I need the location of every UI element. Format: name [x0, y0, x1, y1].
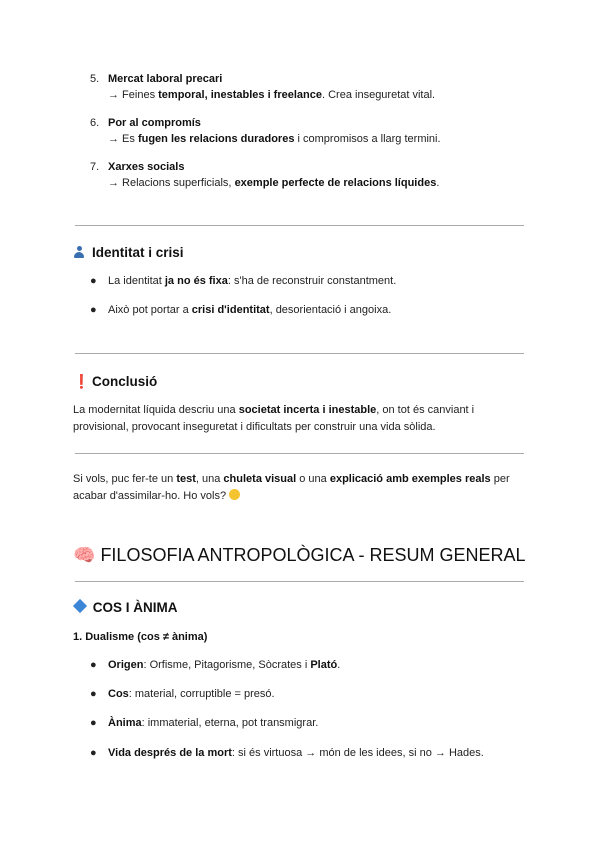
- bullet-icon: ●: [90, 717, 97, 729]
- bullet-text: [108, 274, 396, 289]
- bold-text: fugen les relacions duradores: [137, 133, 295, 145]
- text-run: → Es: [108, 133, 138, 145]
- text-run: : s'ha de reconstruir constantment.: [227, 275, 397, 287]
- bullet-text: [108, 658, 340, 673]
- item-number: 7.: [90, 161, 100, 173]
- item-number: 5.: [90, 73, 100, 85]
- text-run: , desorientació i angoixa.: [269, 304, 392, 316]
- bold-text: Plató: [310, 659, 338, 671]
- bullet-text: [108, 746, 484, 761]
- offer-paragraph: [73, 471, 528, 505]
- item-description: [108, 132, 441, 147]
- text-run: o una: [296, 473, 330, 485]
- divider: [75, 353, 524, 354]
- heading-text: Conclusió: [92, 374, 158, 389]
- text-run: La identitat: [108, 275, 165, 287]
- bold-text: Vida després de la mort: [108, 747, 232, 759]
- bold-text: temporal, inestables i freelance: [158, 89, 322, 101]
- brain-icon: 🧠: [73, 545, 96, 565]
- item-number: 6.: [90, 117, 100, 129]
- conclusion-paragraph: [73, 402, 528, 436]
- title-text: FILOSOFIA ANTROPOLÒGICA - RESUM GENERAL: [100, 545, 526, 565]
- heading-text: Identitat i crisi: [92, 245, 184, 260]
- bold-text: Origen: [108, 659, 144, 671]
- section-heading-cos-anima: [73, 599, 178, 617]
- text-run: : immaterial, eterna, pot transmigrar.: [141, 717, 319, 729]
- divider: [75, 225, 524, 226]
- text-run: , una: [195, 473, 224, 485]
- bold-text: societat incerta i inestable: [238, 404, 377, 416]
- offer-text: [73, 473, 510, 502]
- bullet-icon: ●: [90, 304, 97, 316]
- page-title: [73, 544, 526, 566]
- text-run: → Relacions superficials,: [108, 177, 235, 189]
- text-run: i compromisos a llarg termini.: [294, 133, 441, 145]
- divider: [75, 453, 524, 454]
- bullet-text: [108, 716, 318, 731]
- section-heading-conclusio: [73, 373, 157, 391]
- text-run: , on tot és canviant i provisional, provocant inseguretat i dificultats per construir una vida sòlida.: [73, 404, 475, 433]
- subheading-dualisme: 1. Dualisme (cos ≠ ànima): [73, 631, 208, 643]
- heading-text: COS I ÀNIMA: [92, 600, 178, 615]
- bold-text: test: [176, 473, 196, 485]
- diamond-icon: [73, 599, 87, 613]
- item-description: [108, 176, 439, 191]
- item-description: [108, 88, 435, 103]
- bold-text: Cos: [108, 688, 129, 700]
- text-run: : material, corruptible = presó.: [128, 688, 275, 700]
- divider: [75, 581, 524, 582]
- bold-text: crisi d'identitat: [191, 304, 270, 316]
- person-icon: [73, 246, 85, 258]
- bullet-icon: ●: [90, 688, 97, 700]
- smile-icon: [229, 489, 240, 500]
- bold-text: chuleta visual: [223, 473, 297, 485]
- bullet-text: [108, 303, 391, 318]
- text-run: per acabar d'assimilar-ho. Ho vols?: [73, 473, 510, 502]
- bullet-icon: ●: [90, 275, 97, 287]
- bold-text: Ànima: [108, 717, 142, 729]
- text-run: La modernitat líquida descriu una: [73, 404, 239, 416]
- bullet-text: [108, 687, 275, 702]
- text-run: Això pot portar a: [108, 304, 192, 316]
- bold-text: explicació amb exemples reals: [329, 473, 491, 485]
- bold-text: exemple perfecte de relacions líquides: [234, 177, 437, 189]
- bullet-icon: ●: [90, 747, 97, 759]
- bold-text: ja no és fixa: [164, 275, 228, 287]
- section-heading-identitat: [73, 244, 184, 262]
- text-run: .: [337, 659, 341, 671]
- bullet-icon: ●: [90, 659, 97, 671]
- text-run: . Crea inseguretat vital.: [322, 89, 436, 101]
- item-title: Mercat laboral precari: [108, 73, 223, 85]
- text-run: Si vols, puc fer-te un: [73, 473, 177, 485]
- text-run: .: [436, 177, 440, 189]
- text-run: : Orfisme, Pitagorisme, Sòcrates i: [143, 659, 311, 671]
- exclamation-icon: ❗: [73, 374, 90, 389]
- text-run: : si és virtuosa → món de les idees, si no → Hades.: [231, 747, 484, 759]
- item-title: Xarxes socials: [108, 161, 185, 173]
- item-title: Por al compromís: [108, 117, 201, 129]
- text-run: → Feines: [108, 89, 159, 101]
